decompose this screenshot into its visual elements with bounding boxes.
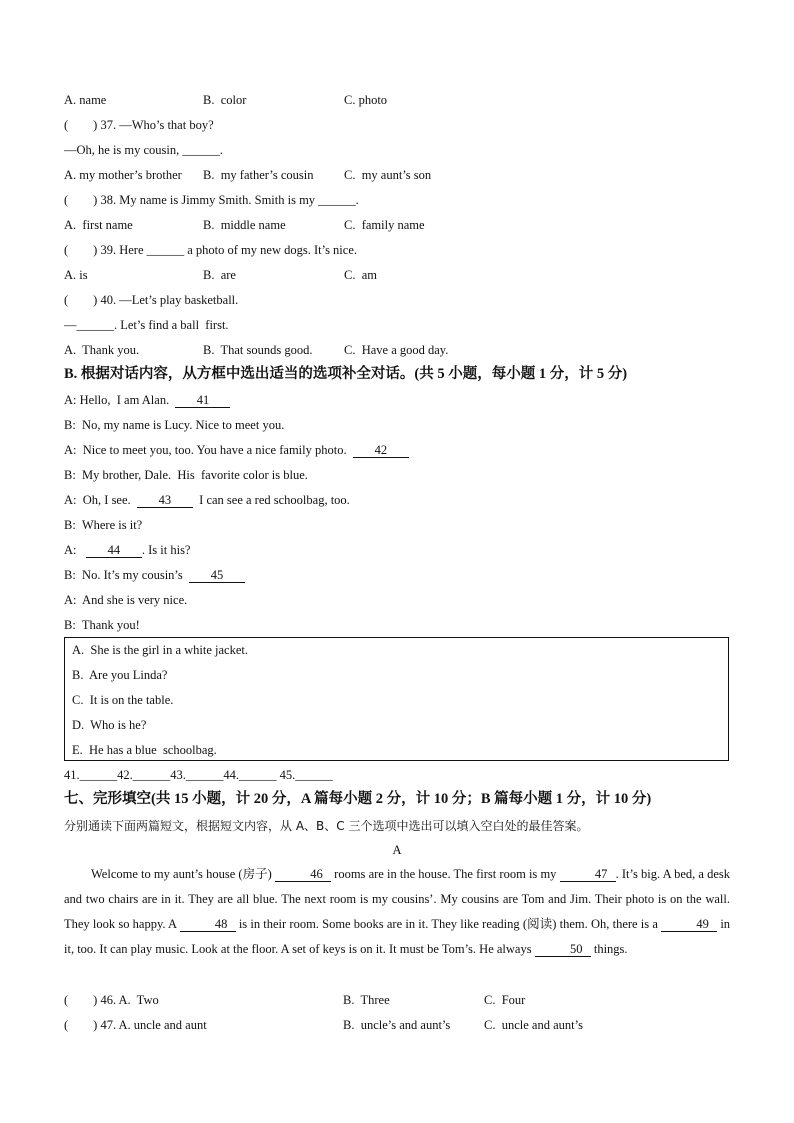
q40-stem: ( ) 40. —Let’s play basketball. (64, 293, 239, 307)
dialog-line: B: No, my name is Lucy. Nice to meet you. (64, 418, 285, 432)
q46-option-b: B. Three (343, 993, 390, 1007)
dialog-line (64, 492, 350, 508)
dialog-line (64, 542, 190, 558)
options-box (64, 637, 729, 761)
q36-option-c: C. photo (344, 93, 388, 107)
q38-option-a: A. first name (64, 218, 133, 232)
q39-stem: ( ) 39. Here ______ a photo of my new dogs. It’s nice. (64, 243, 357, 257)
blank-49[interactable]: 49 (661, 917, 717, 932)
dialog-text: I can see a red schoolbag, too. (199, 493, 350, 507)
blank-48[interactable]: 48 (180, 917, 236, 932)
q39-option-b: B. are (203, 268, 236, 282)
q40-option-b: B. That sounds good. (203, 343, 313, 357)
blank-47[interactable]: 47 (560, 867, 616, 882)
q40-reply: —______. Let’s find a ball first. (64, 318, 229, 332)
q40-option-a: A. Thank you. (64, 343, 140, 357)
option-e: E. He has a blue schoolbag. (72, 743, 217, 757)
dialog-line: B: My brother, Dale. His favorite color is blue. (64, 468, 308, 482)
passage-text: things. (593, 942, 628, 956)
q38-option-b: B. middle name (203, 218, 286, 232)
passage-a (64, 862, 730, 962)
passage-title: A (392, 843, 402, 857)
q36-option-a: A. name (64, 93, 107, 107)
dialog-line: B: Thank you! (64, 618, 140, 632)
dialog-line: B: Where is it? (64, 518, 143, 532)
passage-text: . It’s big. A bed, a desk and two chairs are in it. They are all blue. The next room is my cousins’. My cousins are Tom and Jim. Their photo is on the wall. They look so happy. A (64, 867, 731, 931)
blank-46[interactable]: 46 (275, 867, 331, 882)
option-c: C. It is on the table. (72, 693, 174, 707)
answer-line[interactable]: 41.______42.______43.______44.______ 45.______ (64, 768, 333, 782)
section-7-heading: 七、完形填空(共 15 小题，计 20 分，A 篇每小题 2 分，计 10 分；B 篇每小题 1 分，计 10 分) (64, 791, 652, 807)
dialog-text: B: No. It’s my cousin’s (64, 568, 183, 582)
blank-43[interactable]: 43 (137, 493, 193, 508)
q46-stem: ( ) 46. A. Two (64, 993, 159, 1007)
dialog-text: A: (64, 543, 77, 557)
q46-option-c: C. Four (484, 993, 526, 1007)
q37-option-b: B. my father’s cousin (203, 168, 314, 182)
dialog-line (64, 392, 230, 408)
q39-option-c: C. am (344, 268, 377, 282)
q47-stem: ( ) 47. A. uncle and aunt (64, 1018, 207, 1032)
blank-45[interactable]: 45 (189, 568, 245, 583)
q36-option-b: B. color (203, 93, 247, 107)
dialog-line (64, 567, 245, 583)
section-b-heading: B. 根据对话内容，从方框中选出适当的选项补全对话。(共 5 小题，每小题 1 分，计 5 分) (64, 366, 628, 382)
passage-text: rooms are in the house. The first room is my (334, 867, 557, 881)
blank-41[interactable]: 41 (175, 393, 230, 408)
blank-50[interactable]: 50 (535, 942, 591, 957)
q47-option-c: C. uncle and aunt’s (484, 1018, 583, 1032)
blank-44[interactable]: 44 (86, 543, 142, 558)
dialog-text: A: Nice to meet you, too. You have a nice family photo. (64, 443, 347, 457)
q37-option-c: C. my aunt’s son (344, 168, 432, 182)
dialog-line: A: And she is very nice. (64, 593, 188, 607)
option-d: D. Who is he? (72, 718, 147, 732)
option-a: A. She is the girl in a white jacket. (72, 643, 249, 657)
section-7-instruction: 分别通读下面两篇短文，根据短文内容，从 A、B、C 三个选项中选出可以填入空白处的最佳答案。 (64, 819, 589, 833)
passage-text: Welcome to my aunt’s house (房子) (91, 867, 272, 881)
q37-stem: ( ) 37. —Who’s that boy? (64, 118, 214, 132)
q39-option-a: A. is (64, 268, 88, 282)
option-b: B. Are you Linda? (72, 668, 168, 682)
q37-option-a: A. my mother’s brother (64, 168, 182, 182)
q40-option-c: C. Have a good day. (344, 343, 449, 357)
dialog-line (64, 442, 409, 458)
passage-text: is in their room. Some books are in it. They like reading (阅读) them. Oh, there is a (238, 917, 658, 931)
blank-42[interactable]: 42 (353, 443, 409, 458)
passage-text: in it, too. It can play music. Look at the floor. A set of keys is on it. It must be Tom’s. He always (64, 917, 731, 956)
q37-reply: —Oh, he is my cousin, ______. (64, 143, 224, 157)
q38-option-c: C. family name (344, 218, 425, 232)
q47-option-b: B. uncle’s and aunt’s (343, 1018, 451, 1032)
dialog-text: A: Hello, I am Alan. (64, 393, 170, 407)
dialog-text: . Is it his? (141, 543, 191, 557)
dialog-text: A: Oh, I see. (64, 493, 131, 507)
q38-stem: ( ) 38. My name is Jimmy Smith. Smith is my ______. (64, 193, 359, 207)
